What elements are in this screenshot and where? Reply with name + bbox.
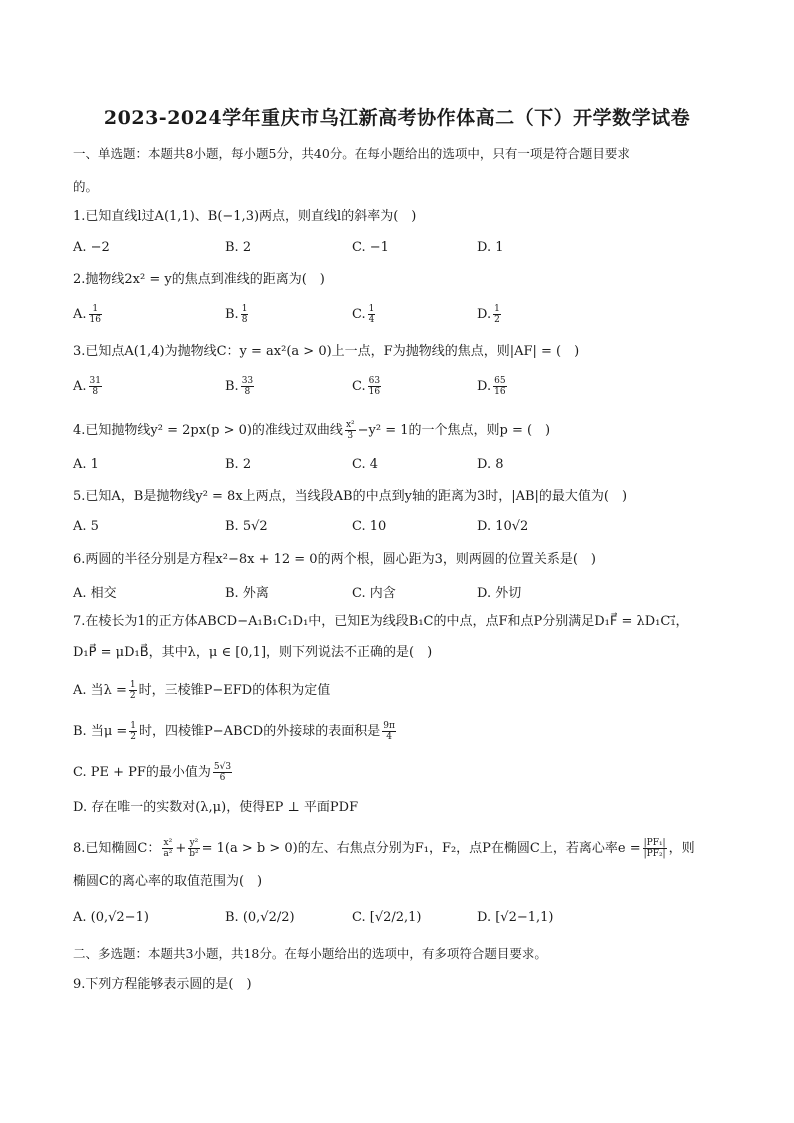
question-4-options xyxy=(73,457,723,479)
option-c: C. 4 xyxy=(352,457,379,472)
option-d: D. 1 xyxy=(477,240,504,255)
question-7-option-b: B. 当μ = $\frac{1}{2}$ 时，四棱锥P−ABCD的外接球的表面积是 $\frac{9\pi}{4}$ xyxy=(73,721,395,742)
option-b: B. 外离 xyxy=(225,586,269,601)
option-c: C. $\frac{1}{4}$ xyxy=(352,304,375,325)
question-7-stem-cont: D₁P⃗ = μD₁B⃗，其中λ，μ ∈ [0,1]，则下列说法不正确的是( ) xyxy=(73,645,433,660)
question-6-options xyxy=(73,582,723,604)
option-c: C. 10 xyxy=(352,519,387,534)
question-7-option-d: D. 存在唯一的实数对(λ,μ)，使得EP ⊥ 平面PDF xyxy=(73,800,359,815)
question-3-stem: 3.已知点A(1,4)为抛物线C：y = ax²(a > 0)上一点，F为抛物线的焦点，则|AF| = ( ) xyxy=(73,344,580,359)
option-d: D. $\frac{65}{16}$ xyxy=(477,376,506,397)
section-single-choice-cont: 的。 xyxy=(73,179,99,194)
option-c: C. −1 xyxy=(352,240,389,255)
option-d: D. 10√2 xyxy=(477,519,529,534)
option-c: C. $\frac{63}{16}$ xyxy=(352,376,381,397)
option-d: D. 8 xyxy=(477,457,504,472)
option-b: B. (0,√2/2) xyxy=(225,910,295,925)
question-1-options xyxy=(73,240,723,262)
question-8-stem-cont: 椭圆C的离心率的取值范围为( ) xyxy=(73,874,263,889)
question-3-options xyxy=(73,376,723,398)
question-2-options xyxy=(73,304,723,326)
option-a: A. 5 xyxy=(73,519,99,534)
question-7-stem: 7.在棱长为1的正方体ABCD−A₁B₁C₁D₁中，已知E为线段B₁C的中点，点F和点P分别满足D₁F⃗ = λD₁C₁⃗， xyxy=(73,614,689,629)
question-5-options xyxy=(73,519,723,541)
question-7-option-c: C. PE + PF的最小值为 $\frac{5√3}{6}$ xyxy=(73,762,232,783)
option-a: A. $\frac{31}{8}$ xyxy=(73,376,101,397)
option-b: B. 2 xyxy=(225,240,252,255)
question-7-option-a: A. 当λ = $\frac{1}{2}$ 时，三棱锥P−EFD的体积为定值 xyxy=(73,680,331,701)
question-4-stem: 4.已知抛物线y² = 2px(p > 0)的准线过双曲线 $\frac{\text{x²}}{3}$ −y² = 1的一个焦点，则p = ( ) xyxy=(73,420,551,441)
question-8-options xyxy=(73,910,723,932)
option-b: B. 5√2 xyxy=(225,519,268,534)
option-b: B. $\frac{1}{8}$ xyxy=(225,304,248,325)
option-b: B. $\frac{33}{8}$ xyxy=(225,376,254,397)
question-6-stem: 6.两圆的半径分别是方程x²−8x + 12 = 0的两个根，圆心距为3，则两圆的位置关系是( ) xyxy=(73,552,596,567)
question-9-stem: 9.下列方程能够表示圆的是( ) xyxy=(73,977,252,992)
option-d: D. [√2−1,1) xyxy=(477,910,554,925)
option-c: C. 内含 xyxy=(352,586,396,601)
option-c: C. [√2/2,1) xyxy=(352,910,422,925)
section-single-choice: 一、单选题：本题共8小题，每小题5分，共40分。在每小题给出的选项中，只有一项是符合题目要求 xyxy=(73,146,630,161)
question-1-stem: 1.已知直线l过A(1,1)、B(−1,3)两点，则直线l的斜率为( ) xyxy=(73,209,417,224)
section-multiple-choice: 二、多选题：本题共3小题，共18分。在每小题给出的选项中，有多项符合题目要求。 xyxy=(73,946,547,961)
question-5-stem: 5.已知A，B是抛物线y² = 8x上两点，当线段AB的中点到y轴的距离为3时，|AB|的最大值为( ) xyxy=(73,489,628,504)
option-d: D. $\frac{1}{2}$ xyxy=(477,304,500,325)
question-2-stem: 2.抛物线2x² = y的焦点到准线的距离为( ) xyxy=(73,272,325,287)
option-a: A. 相交 xyxy=(73,586,117,601)
option-a: A. −2 xyxy=(73,240,110,255)
question-8-stem: 8.已知椭圆C： $\frac{\text{x²}}{\text{a²}}$ + $\frac{\text{y²}}{\text{b²}}$ = 1(a > b > 0)的左、右焦点分别为F₁，F₂，点P在椭圆C上，若离心率e = $\frac{\text{|PF₁|}}{\text{|PF₂|}}$ ，则 xyxy=(73,838,695,859)
option-a: A. $\frac{1}{16}$ xyxy=(73,304,101,325)
option-a: A. (0,√2−1) xyxy=(73,910,149,925)
option-d: D. 外切 xyxy=(477,586,522,601)
option-b: B. 2 xyxy=(225,457,252,472)
page-title: 2023-2024学年重庆市乌江新高考协作体高二（下）开学数学试卷 xyxy=(103,107,691,129)
option-a: A. 1 xyxy=(73,457,99,472)
